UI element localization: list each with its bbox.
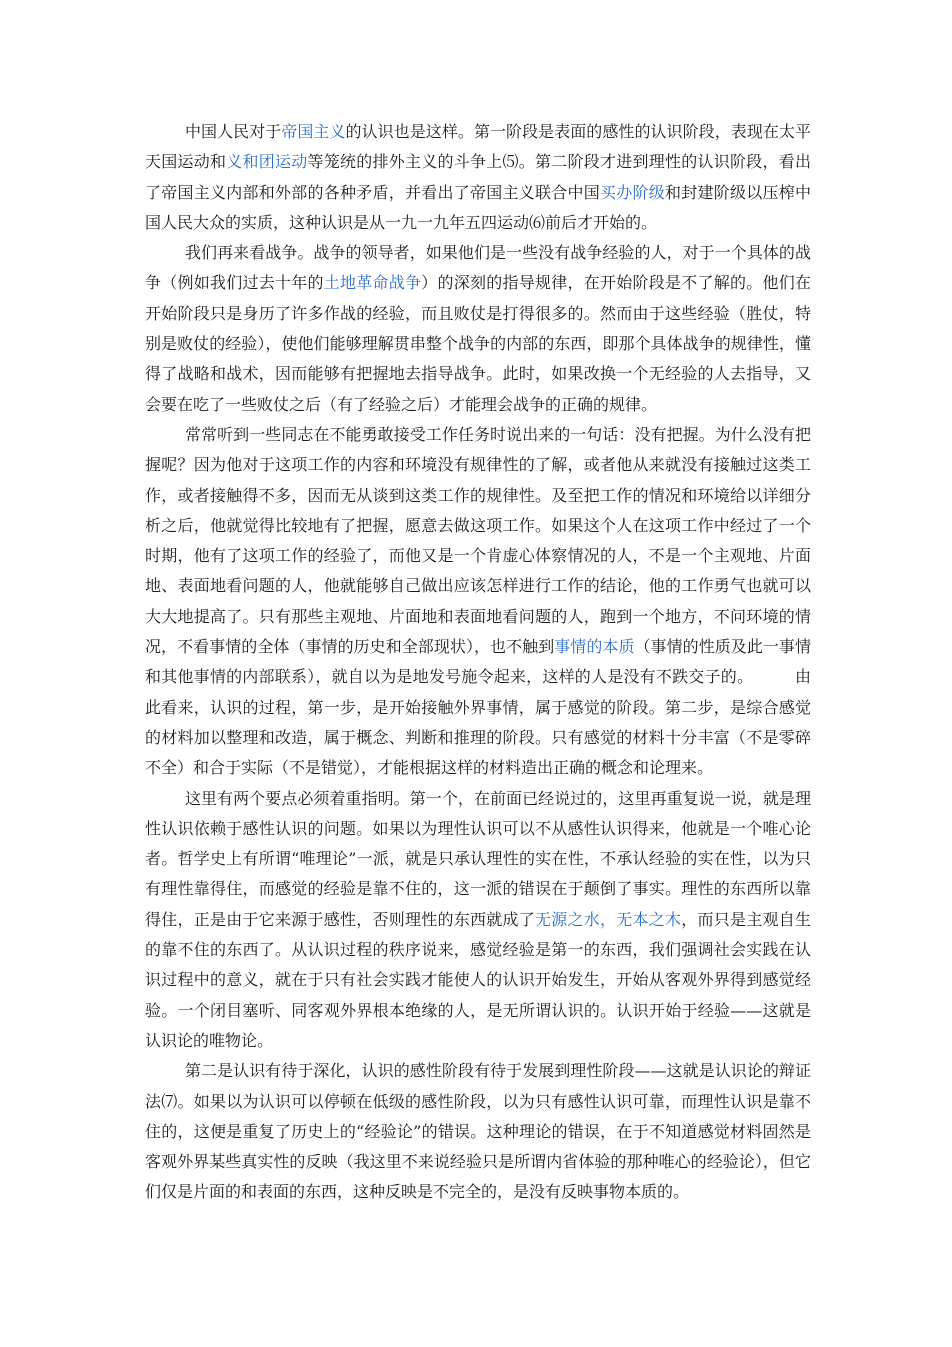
text-segment: ）的深刻的指导规律，在开始阶段是不了解的。他们在开始阶段只是身历了许多作战的经验，而且败仗是打得很多的。然而由于这些经验（胜仗，特别是败仗的经验），使他们能够理解贯串整个战争的内部的东西，即那个具体战争的规律性，懂得了战略和战术，因而能够有把握地去指导战争。此时，如果改换一个无经验的人去指导，又会要在吃了一些败仗之后（有了经验之后）才能理会战争的正确的规律。 (145, 273, 811, 414)
text-segment: 我们再来看战争。战争的领导者，如果他们是一些没有战争经验的人，对于一个具体的战争（例如我们过去十年的 (145, 243, 811, 293)
link-essence-of-things[interactable]: 事情的本质 (554, 637, 635, 657)
text-segment: ，而只是主观自生的靠不住的东西了。从认识过程的秩序说来，感觉经验是第一的东西，我们强调社会实践在认识过程中的意义，就在于只有社会实践才能使人的认识开始发生，开始从客观外界得到感觉经验。一个闭目塞听、同客观外界根本绝缘的人，是无所谓认识的。认识开始于经验——这就是认识论的唯物论。 (145, 909, 811, 1050)
link-comprador-class[interactable]: 买办阶级 (599, 182, 665, 202)
link-land-revolution-war[interactable]: 土地革命战争 (323, 273, 422, 293)
text-segment: 和封建阶级以压榨中国人民大众的实质，这种认识是从一九一九年五四运动⑹前后才开始的。 (145, 182, 811, 232)
text-segment: 常常听到一些同志在不能勇敢接受工作任务时说出来的一句话：没有把握。为什么没有把握呢？因为他对于这项工作的内容和环境没有规律性的了解，或者他从来就没有接触过这类工作，或者接触得不多，因而无从谈到这类工作的规律性。及至把工作的情况和环境给以详细分析之后，他就觉得比较地有了把握，愿意去做这项工作。如果这个人在这项工作中经过了一个时期，他有了这项工作的经验了，而他又是一个肯虚心体察情况的人，不是一个主观地、片面地、表面地看问题的人，他就能够自己做出应该怎样进行工作的结论，他的工作勇气也就可以大大地提高了。只有那些主观地、片面地和表面地看问题的人，跑到一个地方，不问环境的情况，不看事情的全体（事情的历史和全部现状），也不触到 (145, 424, 811, 657)
link-boxer-movement[interactable]: 义和团运动 (226, 152, 308, 172)
text-segment: 由此看来，认识的过程，第一步，是开始接触外界事情，属于感觉的阶段。第二步，是综合感觉的材料加以整理和改造，属于概念、判断和推理的阶段。只有感觉的材料十分丰富（不是零碎不全）和合于实际（不是错觉），才能根据这样的材料造出正确的概念和论理来。 (145, 667, 811, 778)
paragraph-2 (145, 238, 811, 420)
text-segment: 等笼统的排外主义的斗争上⑸。第二阶段才进到理性的认识阶段，看出了帝国主义内部和外部的各种矛盾，并看出了帝国主义联合中国 (145, 152, 811, 202)
link-imperialism[interactable]: 帝国主义 (281, 122, 346, 141)
paragraph-3 (145, 420, 811, 784)
text-segment: 第二是认识有待于深化，认识的感性阶段有待于发展到理性阶段——这就是认识论的辩证法⑺。如果以为认识可以停顿在低级的感性阶段，以为只有感性认识可靠，而理性认识是靠不住的，这便是重复了历史上的“经验论”的错误。这种理论的错误，在于不知道感觉材料固然是客观外界某些真实性的反映（我这里不来说经验只是所谓内省体验的那种唯心的经验论），但它们仅是片面的和表面的东西，这种反映是不完全的，是没有反映事物本质的。 (145, 1061, 811, 1202)
paragraph-5 (145, 1056, 811, 1207)
link-water-without-source[interactable]: 无源之水，无本之木 (534, 909, 682, 929)
document-page (145, 117, 811, 1208)
text-segment: 的认识也是这样。第一阶段是表面的感性的认识阶段，表现在太平天国运动和 (145, 122, 811, 172)
text-segment: 这里有两个要点必须着重指明。第一个，在前面已经说过的，这里再重复说一说，就是理性认识依赖于感性认识的问题。如果以为理性认识可以不从感性认识得来，他就是一个唯心论者。哲学史上有所谓“唯理论”一派，就是只承认理性的实在性，不承认经验的实在性，以为只有理性靠得住，而感觉的经验是靠不住的，这一派的错误在于颠倒了事实。理性的东西所以靠得住，正是由于它来源于感性，否则理性的东西就成了 (145, 788, 811, 929)
text-segment: （事情的性质及此一事情和其他事情的内部联系），就自以为是地发号施令起来，这样的人是没有不跌交子的。 (145, 637, 811, 687)
paragraph-1 (145, 117, 811, 238)
paragraph-4 (145, 784, 811, 1057)
text-segment: 中国人民对于 (185, 122, 282, 141)
